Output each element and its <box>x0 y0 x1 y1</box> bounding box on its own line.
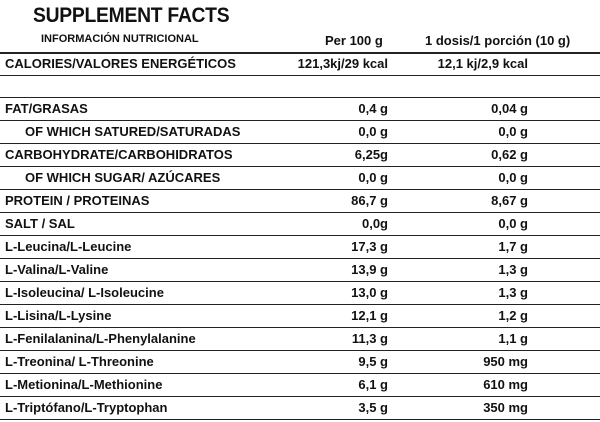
nutrient-name: L-Valina/L-Valine <box>5 262 109 277</box>
nutrient-name: SALT / SAL <box>5 216 75 231</box>
nutrient-per-100g: 12,1 g <box>351 308 388 323</box>
nutrient-per-dose: 0,04 g <box>491 101 528 116</box>
nutrient-per-100g: 86,7 g <box>351 193 388 208</box>
nutrient-name: FAT/GRASAS <box>5 101 88 116</box>
label-title: SUPPLEMENT FACTS <box>33 4 230 27</box>
nutrient-row <box>0 351 600 373</box>
calories-name: CALORIES/VALORES ENERGÉTICOS <box>5 56 236 71</box>
calories-per-100g: 121,3kj/29 kcal <box>297 56 388 71</box>
nutrient-per-dose: 950 mg <box>483 354 528 369</box>
nutrient-row <box>0 144 600 166</box>
nutrient-name: CARBOHYDRATE/CARBOHIDRATOS <box>5 147 233 162</box>
nutrient-per-100g: 0,0 g <box>358 170 388 185</box>
nutrient-per-100g: 6,1 g <box>358 377 388 392</box>
nutrient-per-dose: 350 mg <box>483 400 528 415</box>
nutrient-name: OF WHICH SATURED/SATURADAS <box>25 124 241 139</box>
nutrient-per-dose: 8,67 g <box>491 193 528 208</box>
nutrient-per-dose: 0,62 g <box>491 147 528 162</box>
nutrient-name: L-Lisina/L-Lysine <box>5 308 112 323</box>
nutrient-name: L-Fenilalanina/L-Phenylalanine <box>5 331 196 346</box>
nutrient-per-dose: 1,2 g <box>498 308 528 323</box>
nutrient-name: L-Metionina/L-Methionine <box>5 377 163 392</box>
nutrient-per-100g: 6,25g <box>354 147 388 162</box>
nutrient-per-dose: 0,0 g <box>498 170 528 185</box>
nutrient-row <box>0 213 600 235</box>
nutrient-row <box>0 259 600 281</box>
nutrient-row <box>0 374 600 396</box>
nutrient-per-dose: 0,0 g <box>498 216 528 231</box>
nutrient-name: OF WHICH SUGAR/ AZÚCARES <box>25 170 221 185</box>
nutrient-name: L-Triptófano/L-Tryptophan <box>5 400 168 415</box>
nutrient-row <box>0 98 600 120</box>
header-per-100g: Per 100 g <box>325 33 383 48</box>
nutrient-per-100g: 0,0g <box>361 216 388 231</box>
nutrient-per-dose: 1,3 g <box>498 262 528 277</box>
nutrient-per-100g: 13,9 g <box>351 262 388 277</box>
nutrient-row <box>0 328 600 350</box>
nutrient-per-100g: 13,0 g <box>351 285 388 300</box>
nutrient-row <box>0 236 600 258</box>
nutrient-per-100g: 0,0 g <box>358 124 388 139</box>
nutrient-name: PROTEIN / PROTEINAS <box>5 193 150 208</box>
nutrient-per-dose: 1,3 g <box>498 285 528 300</box>
nutrient-row <box>0 305 600 327</box>
nutrient-per-100g: 0,4 g <box>358 101 388 116</box>
nutrient-name: L-Leucina/L-Leucine <box>5 239 132 254</box>
nutrient-per-100g: 17,3 g <box>351 239 388 254</box>
nutrient-per-100g: 9,5 g <box>358 354 388 369</box>
nutrient-per-dose: 0,0 g <box>498 124 528 139</box>
nutrient-per-dose: 610 mg <box>483 377 528 392</box>
nutrient-per-dose: 1,1 g <box>498 331 528 346</box>
header-info: INFORMACIÓN NUTRICIONAL <box>41 33 199 45</box>
row-rule <box>0 419 600 420</box>
nutrient-name: L-Treonina/ L-Threonine <box>5 354 154 369</box>
nutrient-per-100g: 11,3 g <box>351 331 388 346</box>
nutrient-row <box>0 397 600 419</box>
nutrient-per-dose: 1,7 g <box>498 239 528 254</box>
nutrient-row <box>0 282 600 304</box>
nutrient-name: L-Isoleucina/ L-Isoleucine <box>5 285 164 300</box>
calories-row <box>0 53 600 75</box>
header-per-dose: 1 dosis/1 porción (10 g) <box>425 33 571 48</box>
nutrient-row <box>0 167 600 189</box>
nutrient-row <box>0 121 600 143</box>
calories-per-dose: 12,1 kj/2,9 kcal <box>437 56 528 71</box>
calories-rule <box>0 75 600 76</box>
nutrient-row <box>0 190 600 212</box>
nutrient-per-100g: 3,5 g <box>358 400 388 415</box>
